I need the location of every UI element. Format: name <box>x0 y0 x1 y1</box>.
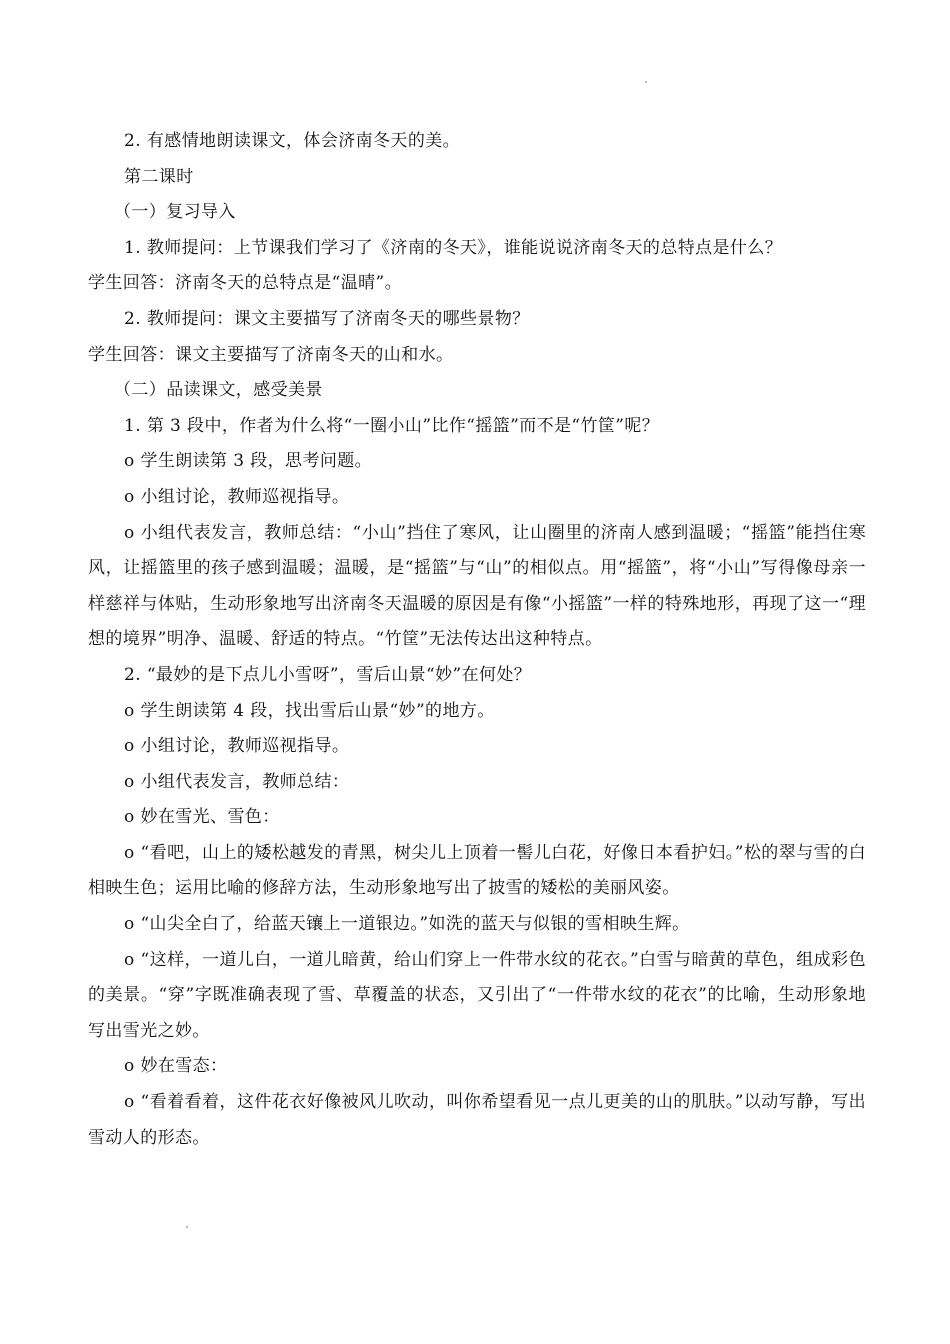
scan-speck <box>645 81 647 83</box>
subsection-heading: （二）品读课文，感受美景 <box>114 380 323 401</box>
scan-speck <box>186 1226 188 1228</box>
subsection-heading: （一）复习导入 <box>114 202 236 223</box>
list-item: o 妙在雪光、雪色： <box>124 807 280 828</box>
paragraph: 2. 教师提问：课文主要描写了济南冬天的哪些景物？ <box>124 308 530 329</box>
section-heading: 第二课时 <box>124 166 194 187</box>
paragraph: 1. 教师提问：上节课我们学习了《济南的冬天》，谁能说说济南冬天的总特点是什么？ <box>124 237 783 258</box>
list-item: o 小组讨论，教师巡视指导。 <box>124 736 350 757</box>
paragraph: 2. 有感情地朗读课文，体会济南冬天的美。 <box>124 131 461 151</box>
paragraph: 学生回答：济南冬天的总特点是“温晴”。 <box>88 273 402 294</box>
paragraph: 学生回答：课文主要描写了济南冬天的山和水。 <box>88 344 454 365</box>
list-item: o 小组讨论，教师巡视指导。 <box>124 486 350 507</box>
list-item: o 学生朗读第 4 段，找出雪后山景“妙”的地方。 <box>124 700 495 721</box>
list-item: o 小组代表发言，教师总结：“小山”挡住了寒风，让山圈里的济南人感到温暖；“摇篮”能挡住寒风，让摇篮里的孩子感到温暖；温暖，是“摇篮”与“山”的相似点。用“摇篮”，将“小山”写得像母亲一样慈祥与体贴，生动形象地写出济南冬天温暖的原因是有像“小摇篮”一样的特殊地形，再现了这一“理想的境界”明净、温暖、舒适的特点。“竹筐”无法传达出这种特点。 <box>88 522 866 650</box>
list-item: o 妙在雪态： <box>124 1056 228 1077</box>
document-body <box>88 124 866 1156</box>
list-item: o “山尖全白了，给蓝天镶上一道银边。”如洗的蓝天与似银的雪相映生辉。 <box>124 914 690 935</box>
list-item: o “这样，一道儿白，一道儿暗黄，给山们穿上一件带水纹的花衣。”白雪与暗黄的草色，组成彩色的美景。“穿”字既准确表现了雪、草覆盖的状态，又引出了“一件带水纹的花衣”的比喻，生动形象地写出雪光之妙。 <box>88 949 866 1041</box>
paragraph: 2. “最妙的是下点儿小雪呀”，雪后山景“妙”在何处？ <box>124 664 532 685</box>
list-item: o “看着看着，这件花衣好像被风儿吹动，叫你希望看见一点儿更美的山的肌肤。”以动写静，写出雪动人的形态。 <box>88 1092 866 1148</box>
list-item: o 小组代表发言，教师总结： <box>124 771 350 792</box>
list-item: o 学生朗读第 3 段，思考问题。 <box>124 451 373 472</box>
list-item: o “看吧，山上的矮松越发的青黑，树尖儿上顶着一髻儿白花，好像日本看护妇。”松的翠与雪的白相映生色；运用比喻的修辞方法，生动形象地写出了披雪的矮松的美丽风姿。 <box>88 842 866 899</box>
paragraph: 1. 第 3 段中，作者为什么将“一圈小山”比作“摇篮”而不是“竹筐”呢？ <box>124 415 660 436</box>
